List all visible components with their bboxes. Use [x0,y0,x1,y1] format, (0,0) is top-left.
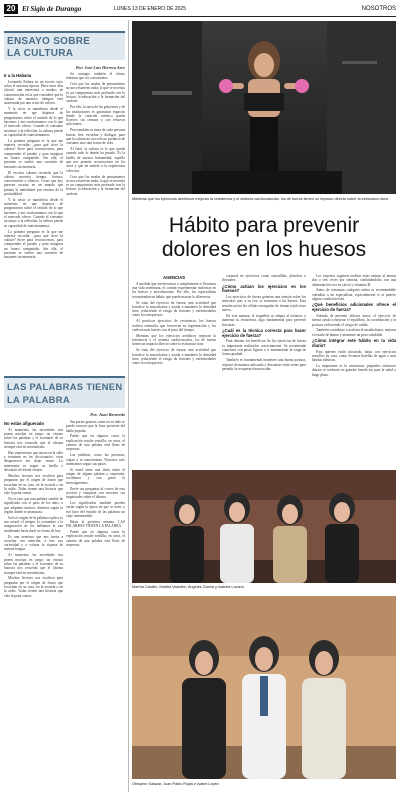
health-paragraph: También contribuye a acelerar el metabolismo, mejorar el estado de ánimo y mantener un peso saludable. [312,328,396,337]
essay-paragraph: La primera pregunta es la que me interesa recordar: ¿para qué sirve la cultura? Sirve para reconocernos, para comprender el pasado y para imaginar un futuro compartido. Sin ella, el presente se vuelve una sucesión de instantes sin memoria. [4,229,63,260]
essay-paragraph: El escritor cubano recuerda que la cultura necesita tiempo, lectura, conversación y silencio. Cosas que hoy parecen escasas en un mundo que premia la inmediatez por encima de la profundidad. [4,170,63,196]
essay-salutation: Ir a la Habana [4,73,32,78]
essay-paragraph: Su contagio también el futuro tenemos que ser consistentes. [66,72,125,81]
social-photo-1 [132,470,396,583]
words-paragraph: Si usted tiene una duda sobre el origen de alguna palabra o expresión, escríbanos y con gusto la investigaremos. [66,467,125,485]
page-number: 20 [4,4,18,14]
gym-photo-caption: Mientras que los ejercicios aeróbicos mejoran la resistencia y el sistema cardiovascular, los de fuerza tienen un impacto directo sobre la estructura ósea. [132,197,389,201]
health-paragraph: Lo importante es la constancia: pequeños esfuerzos diarios se traducen en grandes beneficios para la salud a largo plazo. [312,364,396,377]
health-paragraph: Antes de comenzar cualquier rutina es recomendable consultar a un especialista, especialmente si se padece alguna condición ósea. [312,288,396,302]
words-title-box [4,376,125,408]
words-paragraph: Muchos lectores nos escriben para preguntar por el origen de frases que escuchan en su casa, en la escuela o en la radio. Todas tienen una historia que vale la pena contar. [4,576,63,598]
essay-paragraph: Al final, la cultura es lo que queda cuando todo lo demás ha pasado. Es la huella de nuestra humanidad, aquello que nos permite reconocernos en los otros y que da sentido a la experiencia colectiva. [66,147,125,173]
gym-photo [132,21,396,194]
words-paragraph: Muchos lectores nos escriben para preguntar por el origen de frases que escuchan en su casa, en la escuela o en la radio. Todas tienen una historia que vale la pena contar. [4,473,63,496]
essay-title-box [4,31,125,60]
health-column-1 [132,274,216,468]
words-column-2 [66,420,125,792]
health-subhead: ¿Qué beneficios adicionales ofrece el ejercicio de fuerza? [312,302,396,313]
newspaper-name: El Siglo de Durango [22,5,82,13]
health-column-3 [312,274,396,468]
health-headline-line2: dolores en los huesos [161,238,367,261]
health-paragraph: Al practicar ejercicios de resistencia, los huesos reciben estímulos que favorecen su regeneración y los vuelven más fuertes con el paso del tiempo. [132,319,216,332]
health-paragraph: corporal en ejercicios como sentadillas, planchas o flexiones. [222,274,306,283]
essay-column-2 [66,72,125,351]
words-paragraph: Hasta la próxima semana. LAS PALABRAS TIENEN LA PALABRA. [66,519,125,529]
column-divider [128,20,129,792]
issue-date: LUNES 13 DE ENERO DE 2025 [114,6,186,12]
health-paragraph: Se trata del ejercicio de fuerza, una actividad que fortalece la musculatura y ayuda a mantener la densidad ósea, reduciendo el riesgo de lesiones y enfermedades como la osteoporosis. [132,300,216,318]
health-column-2 [222,274,306,468]
health-paragraph: Para obtener los beneficios de los ejercicios de fuerza es importante realizarlos correctamente. Se recomienda comenzar con pesos ligeros e ir aumentando la carga de forma gradual. [222,339,306,357]
social-photo-2-illustration [132,596,396,779]
section-name: NOSOTROS [361,6,396,12]
health-paragraph: Se trata del ejercicio de fuerza, una actividad que fortalece la musculatura y ayuda a mantener la densidad ósea, reduciendo el riesgo de lesiones y enfermedades como la osteoporosis. [132,348,216,366]
words-paragraph: Hay expresiones que nacen en la calle y terminan en los diccionarios; otras desaparecen sin dejar rastro. Lo interesante es seguir su huella y descubrir de dónde vienen. [4,450,63,473]
essay-title-line2: LA CULTURA [7,48,74,59]
essay-paragraph: Creo que las modas de pensamiento no nos resuelven nada; lo que se necesita es un compromiso más profundo con la lectura, la educación y la formación del carácter. [66,82,125,104]
words-paragraph: Puede que en algunos casos la explicación resulte sencilla; en otros, el camino de una palabra está lleno de sorpresas. [66,434,125,452]
essay-title-line1: ENSAYO SOBRE [7,36,91,47]
health-paragraph: A medida que envejecemos o simplemente si llevamos una vida sedentaria, es común experimentar molestias en los huesos y articulaciones. Por ello, los especialistas recomiendan un hábito que puede marcar la diferencia. [132,281,216,299]
words-byline: Por: Juan Recaredo [90,412,125,417]
words-paragraph: Puede que en algunos casos la explicación resulte sencilla; en otros, el camino de una palabra está lleno de sorpresas. [66,529,125,547]
health-paragraph: Para quienes están iniciando, basta con ejercicios sencillos en casa, como levantar botellas de agua o usar bandas elásticas. [312,349,396,363]
essay-byline: Por: José Luis Herrera Arce [75,65,125,70]
words-paragraph: Sus partes gruesas, tanto en su lado se puede conocer que la frase proviene del habla popular. [66,420,125,433]
words-paragraph: Es una aventura que nos invita a escuchar con atención, a leer con curiosidad y a valorar la riqueza de nuestra lengua. [4,534,63,552]
health-subhead: ¿Cómo actúan los ejercicios en los huesos? [222,283,306,294]
social-photo-2 [132,596,396,779]
social-photo-2-caption: Obispero Salazar, Juan Pablo Rojas e Isabel López. [132,782,220,786]
health-paragraph: Los expertos sugieren realizar estas rutinas al menos dos o tres veces por semana, combinándolas con una alimentación rica en calcio y vitamina D. [312,274,396,287]
words-subhead: No estás afiguerado [4,421,45,426]
health-paragraph: Mientras que los ejercicios aeróbicos mejoran la resistencia y el sistema cardiovascular, los de fuerza tienen un impacto directo sobre la estructura ósea. [132,333,216,347]
essay-paragraph: Pero también es tarea de cada persona buscar, leer, escuchar y dialogar, para que la cultura no sea solo un producto de consumo sino una forma de vida. [66,128,125,146]
health-paragraph: De esta manera, el esqueleto se adapta al esfuerzo y aumenta su resistencia, algo fundamental para prevenir fracturas. [222,313,306,327]
words-column-1 [4,420,63,792]
health-headline [132,214,396,262]
words-paragraph: Al momento, las novedades nos ponen muchas en juego; un vistazo sobre las palabras y el escenario de su historia nos recuerda que el idioma siempre está en movimiento. [4,553,63,575]
words-paragraph: Los significados también pueden variar según la época en que se usen, y eso hace del estudio de las palabras un viaje interminable. [66,501,125,518]
essay-paragraph: Creo que las modas de pensamiento no nos resuelven nada; lo que se necesita es un compromiso más profundo con la lectura, la educación y la formación del carácter. [66,174,125,196]
essay-paragraph: Leonardo Padura en un escrito suyo sobre el nuestras épocas. Hace unos días ofreció una entrevista a medios de comunicación en la que consideró que la cultura de nuestros tiempos está atravesada por una crisis de valores. [4,79,63,106]
health-headline-line1: Hábito para prevenir [168,214,360,237]
words-paragraph: Solo el origen de la palabra explica su uso actual: el tiempo, la costumbre y la imaginación de los hablantes la van moldeando hasta darle su forma de hoy. [4,515,63,533]
header-rule [4,16,396,17]
essay-column-1 [4,72,63,351]
health-subhead: ¿Cómo integrar este hábito en la vida diaria? [312,338,396,348]
health-subhead: ¿Cuál es la técnica correcta para hacer ejercicio de fuerza? [222,327,306,338]
health-paragraph: Los ejercicios de fuerza generan una tensión sobre los músculos que, a su vez, se transmite a los huesos. Esta tensión activa las células encargadas de formar tejido óseo nuevo. [222,295,306,313]
words-paragraph: Las palabras, como las personas, viajan y se transforman. Nosotros solo intentamos seguir sus pasos. [66,453,125,466]
health-paragraph: También es fundamental mantener una buena postura, respirar de manera adecuada y descansar entre series para permitir la recuperación muscular. [222,358,306,371]
words-title-line2: LA PALABRA [7,394,70,405]
words-paragraph: Al momento, las novedades nos ponen muchas en juego; un vistazo sobre las palabras y el escenario de su historia nos recuerda que el idioma siempre está en movimiento. [4,427,63,449]
gym-photo-illustration [132,21,396,194]
social-photo-1-illustration [132,470,396,583]
essay-paragraph: Y la crisis se manifiesta desde el momento en que dejamos de preguntarnos sobre el sentido de lo que hacemos y nos conformamos con lo que el mercado ofrece. Cuando el consumo sustituye a la reflexión, la cultura pierde su capacidad de transformarnos. [4,197,63,228]
words-title-line1: LAS PALABRAS TIENEN [7,381,123,392]
health-paragraph: Además de prevenir dolores óseos, el ejercicio de fuerza ayuda a mejorar el equilibrio, la coordinación y la postura, reduciendo el riesgo de caídas. [312,313,396,327]
social-photo-1-caption: Martha Castillo, Martha Valadés, Ángeles García y Isabela Lozano. [132,585,245,589]
essay-paragraph: Y la crisis se manifiesta desde el momento en que dejamos de preguntarnos sobre el sentido de lo que hacemos y nos conformamos con lo que el mercado ofrece. Cuando el consumo sustituye a la reflexión, la cultura pierde su capacidad de transformarnos. [4,107,63,137]
page-header [4,3,396,17]
words-paragraph: No es raro que una palabra cambie de significado con el paso de los años, o que adquiera matices distintos según la región donde se pronuncia. [4,497,63,514]
essay-paragraph: Por ello, la tarea de los gobiernos y de las instituciones es garantizar espacios donde la creación artística pueda florecer, sin censura y con recursos suficientes. [66,105,125,127]
words-paragraph: Envíe sus preguntas al correo de esta sección y comparta con nosotros sus inquietudes sobre el idioma. [66,486,125,500]
health-agency: AGENCIAS [162,275,186,280]
essay-paragraph: La primera pregunta es la que me interesa recordar: ¿para qué sirve la cultura? Sirve para reconocernos, para comprender el pasado y para imaginar un futuro compartido. Sin ella, el presente se vuelve una sucesión de instantes sin memoria. [4,138,63,169]
